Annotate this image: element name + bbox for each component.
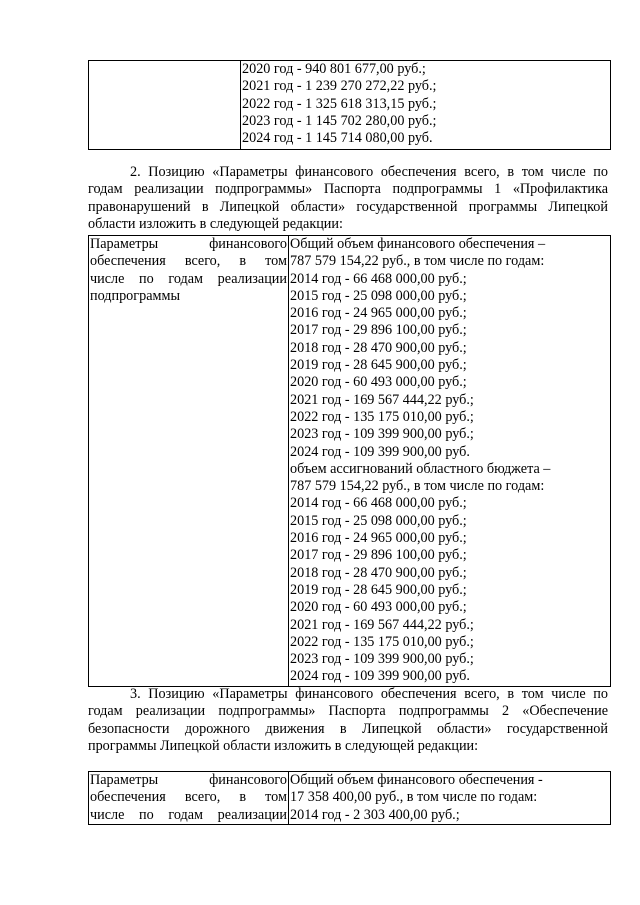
- financing-line: 2020 год - 60 493 000,00 руб.;: [290, 599, 467, 616]
- paragraph-3-line: годам реализации подпрограммы» Паспорта подпрограммы 2 «Обеспечение: [88, 703, 608, 720]
- financing-line: Общий объем финансового обеспечения -: [290, 772, 543, 788]
- paragraph-3-line: 3. Позицию «Параметры финансового обеспечения всего, в том числе по: [130, 686, 608, 702]
- parameter-name-line: обеспечения всего, в том: [90, 789, 287, 806]
- parameter-name-line: подпрограммы: [90, 287, 180, 304]
- paragraph-2-line: правонарушений в Липецкой области» государственной программы Липецкой: [88, 198, 608, 215]
- top-table-left-cell: [89, 61, 241, 150]
- financing-line: 2014 год - 2 303 400,00 руб.;: [290, 806, 460, 823]
- top-table: [88, 60, 611, 150]
- financing-line: объем ассигнований областного бюджета –: [290, 460, 551, 477]
- financing-line: 2016 год - 24 965 000,00 руб.;: [290, 530, 467, 547]
- parameter-name-line: Параметры финансового: [90, 772, 287, 788]
- financing-line: 2023 год - 109 399 900,00 руб.;: [290, 426, 474, 443]
- financing-line: 2024 год - 109 399 900,00 руб.: [290, 443, 470, 460]
- paragraph-2-line: области изложить в следующей редакции:: [88, 215, 343, 232]
- financing-line: 2024 год - 109 399 900,00 руб.: [290, 668, 470, 685]
- financing-line: 2014 год - 66 468 000,00 руб.;: [290, 270, 467, 287]
- financing-line: 2015 год - 25 098 000,00 руб.;: [290, 287, 467, 304]
- financing-line: 2021 год - 169 567 444,22 руб.;: [290, 616, 474, 633]
- paragraph-3-line: безопасности дорожного движения в Липецкой области» государственной: [88, 720, 608, 737]
- financing-line: 2022 год - 135 175 010,00 руб.;: [290, 633, 474, 650]
- parameter-name-line: числе по годам реализации: [90, 270, 287, 287]
- financing-line: Общий объем финансового обеспечения –: [290, 236, 546, 252]
- financing-line: 2023 год - 109 399 900,00 руб.;: [290, 651, 474, 668]
- financing-line: 2017 год - 29 896 100,00 руб.;: [290, 322, 467, 339]
- paragraph-2-line: 2. Позицию «Параметры финансового обеспечения всего, в том числе по: [130, 164, 608, 180]
- parameter-name-cell: [89, 236, 289, 687]
- financing-line: 2016 год - 24 965 000,00 руб.;: [290, 305, 467, 322]
- financing-line: 2020 год - 60 493 000,00 руб.;: [290, 374, 467, 391]
- financing-line: 2022 год - 135 175 010,00 руб.;: [290, 408, 474, 425]
- paragraph-2: [88, 164, 608, 233]
- financing-line: 787 579 154,22 руб., в том числе по годам:: [290, 253, 545, 270]
- top-line-2024: 2024 год - 1 145 714 080,00 руб.: [242, 130, 433, 147]
- financing-table-subprogram-1: [88, 235, 611, 687]
- top-line-2022: 2022 год - 1 325 618 313,15 руб.;: [242, 95, 437, 112]
- financing-line: 2014 год - 66 468 000,00 руб.;: [290, 495, 467, 512]
- financing-line: 2017 год - 29 896 100,00 руб.;: [290, 547, 467, 564]
- financing-line: 2019 год - 28 645 900,00 руб.;: [290, 581, 467, 598]
- financing-line: 2015 год - 25 098 000,00 руб.;: [290, 512, 467, 529]
- financing-values-cell: [289, 236, 611, 687]
- paragraph-3: [88, 686, 608, 755]
- top-line-2020: 2020 год - 940 801 677,00 руб.;: [242, 61, 426, 77]
- top-line-2023: 2023 год - 1 145 702 280,00 руб.;: [242, 112, 437, 129]
- top-line-2021: 2021 год - 1 239 270 272,22 руб.;: [242, 78, 437, 95]
- parameter-name-cell: [89, 772, 289, 825]
- financing-line: 17 358 400,00 руб., в том числе по годам:: [290, 789, 538, 806]
- paragraph-3-line: программы Липецкой области изложить в следующей редакции:: [88, 737, 479, 754]
- financing-line: 787 579 154,22 руб., в том числе по годам:: [290, 478, 545, 495]
- financing-line: 2018 год - 28 470 900,00 руб.;: [290, 564, 467, 581]
- financing-line: 2018 год - 28 470 900,00 руб.;: [290, 339, 467, 356]
- paragraph-2-line: годам реализации подпрограммы» Паспорта подпрограммы 1 «Профилактика: [88, 181, 608, 198]
- parameter-name-line: числе по годам реализации: [90, 806, 287, 823]
- financing-line: 2021 год - 169 567 444,22 руб.;: [290, 391, 474, 408]
- financing-line: 2019 год - 28 645 900,00 руб.;: [290, 357, 467, 374]
- financing-values-cell: [289, 772, 611, 825]
- parameter-name-line: обеспечения всего, в том: [90, 253, 287, 270]
- top-table-right-cell: [241, 61, 611, 150]
- financing-table-subprogram-2: [88, 771, 611, 825]
- parameter-name-line: Параметры финансового: [90, 236, 287, 252]
